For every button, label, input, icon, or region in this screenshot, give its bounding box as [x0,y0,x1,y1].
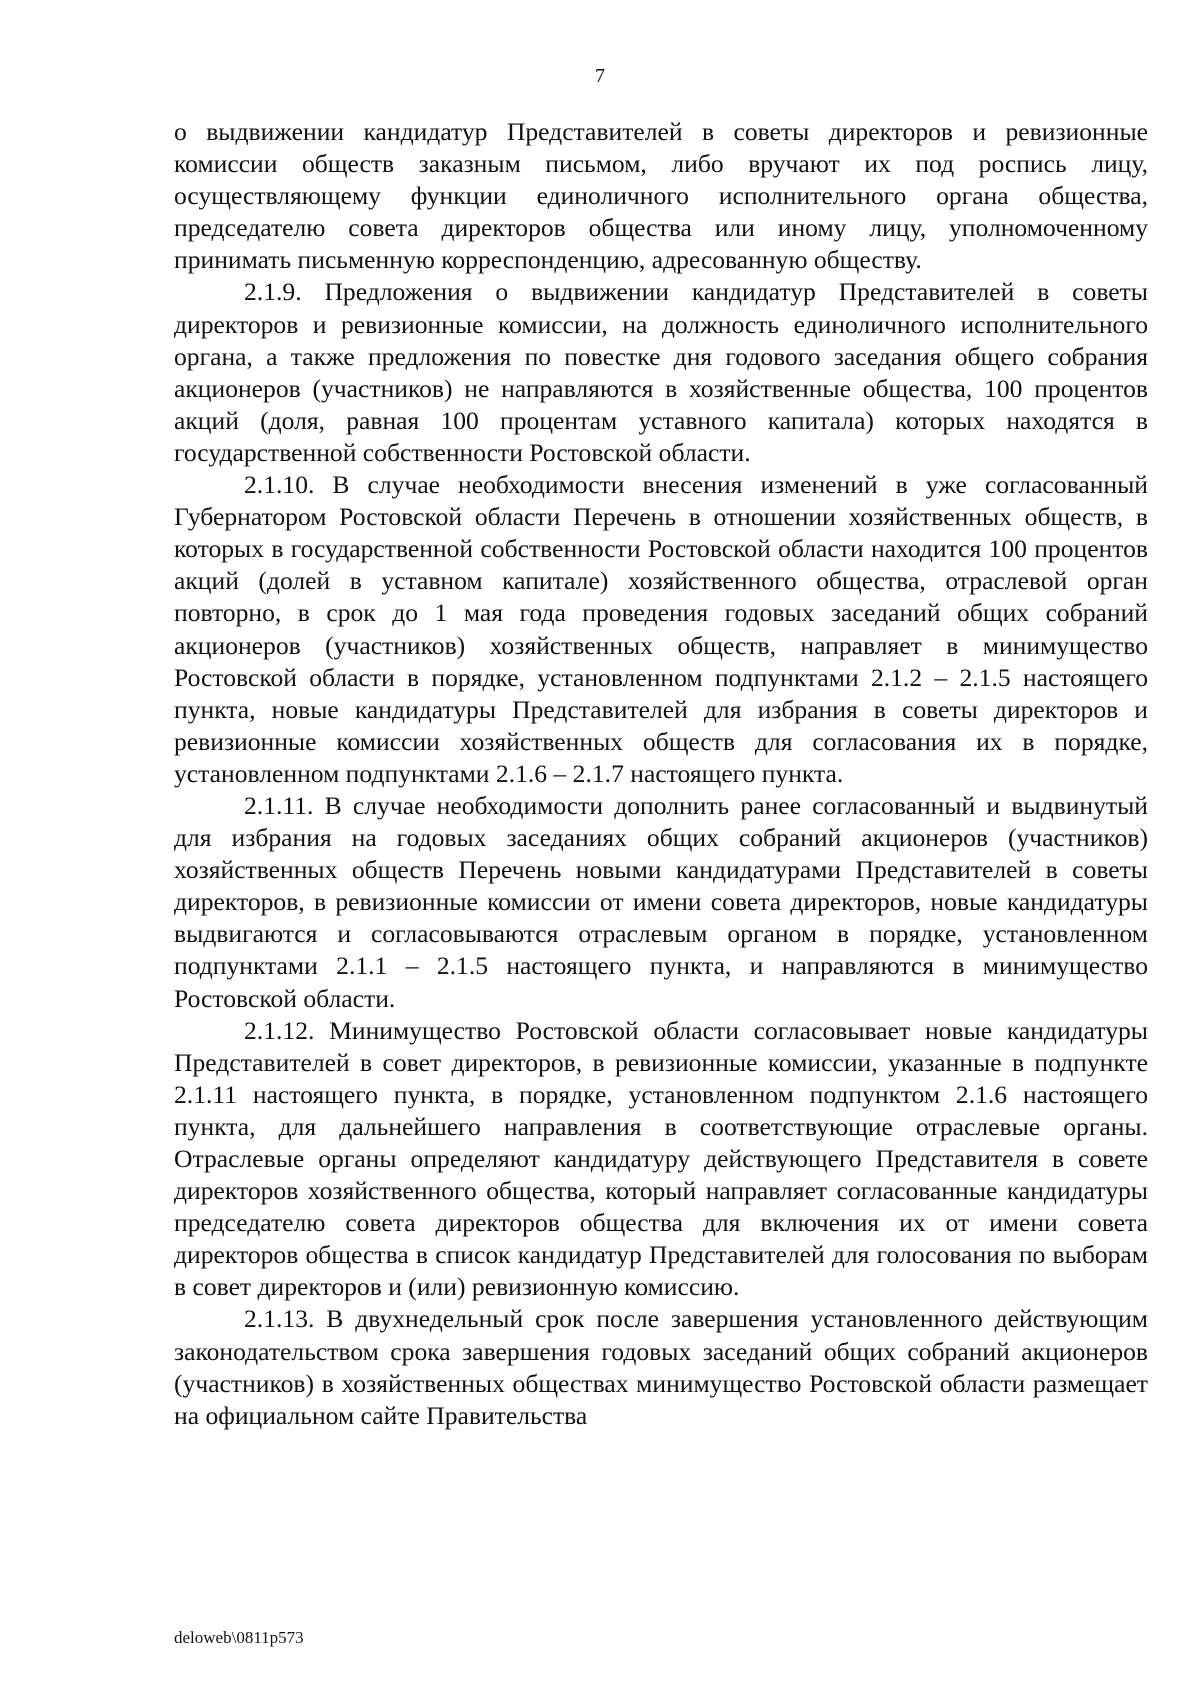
document-body [174,116,1148,1432]
paragraph-2-1-10: 2.1.10. В случае необходимости внесения изменений в уже согласованный Губернатором Ростовской области Перечень в отношении хозяйственных обществ, в которых в государственной собственности Ростовской области находится 100 процентов акций (долей в уставном капитале) хозяйственного общества, отраслевой орган повторно, в срок до 1 мая года проведения годовых заседаний общих собраний акционеров (участников) хозяйственных обществ, направляет в минимущество Ростовской области в порядке, установленном подпунктами 2.1.2 – 2.1.5 настоящего пункта, новые кандидатуры Представителей для избрания в советы директоров и ревизионные комиссии хозяйственных обществ для согласования их в порядке, установленном подпунктами 2.1.6 – 2.1.7 настоящего пункта. [174,470,1148,788]
paragraph-2-1-11: 2.1.11. В случае необходимости дополнить ранее согласованный и выдвинутый для избрания на годовых заседаниях общих собраний акционеров (участников) хозяйственных обществ Перечень новыми кандидатурами Представителей в советы директоров, в ревизионные комиссии от имени совета директоров, новые кандидатуры выдвигаются и согласовываются отраслевым органом в порядке, установленном подпунктами 2.1.1 – 2.1.5 настоящего пункта, и направляются в минимущество Ростовской области. [174,790,1148,1013]
paragraph-2-1-9: 2.1.9. Предложения о выдвижении кандидатур Представителей в советы директоров и ревизионные комиссии, на должность единоличного исполнительного органа, а также предложения по повестке дня годового заседания общего собрания акционеров (участников) не направляются в хозяйственные общества, 100 процентов акций (доля, равная 100 процентам уставного капитала) которых находятся в государственной собственности Ростовской области. [174,277,1148,467]
paragraph-2-1-13: 2.1.13. В двухнедельный срок после завершения установленного действующим законодательством срока завершения годовых заседаний общих собраний акционеров (участников) в хозяйственных обществах минимущество Ростовской области размещает на официальном сайте Правительства [174,1304,1148,1430]
paragraph-2-1-12: 2.1.12. Минимущество Ростовской области согласовывает новые кандидатуры Представителей в совет директоров, в ревизионные комиссии, указанные в подпункте 2.1.11 настоящего пункта, в порядке, установленном подпунктом 2.1.6 настоящего пункта, для дальнейшего направления в соответствующие отраслевые органы. Отраслевые органы определяют кандидатуру действующего Представителя в совете директоров хозяйственного общества, который направляет согласованные кандидатуры председателю совета директоров общества для включения их от имени совета директоров общества в список кандидатур Представителей для голосования по выборам в совет директоров и (или) ревизионную комиссию. [174,1015,1148,1302]
page-number: 7 [595,65,605,87]
paragraph-continuation: о выдвижении кандидатур Представителей в советы директоров и ревизионные комиссии обществ заказным письмом, либо вручают их под роспись лицу, осуществляющему функции единоличного исполнительного органа общества, председателю совета директоров общества или иному лицу, уполномоченному принимать письменную корреспонденцию, адресованную обществу. [174,117,1148,275]
footer-document-code: deloweb\0811p573 [174,1628,304,1647]
